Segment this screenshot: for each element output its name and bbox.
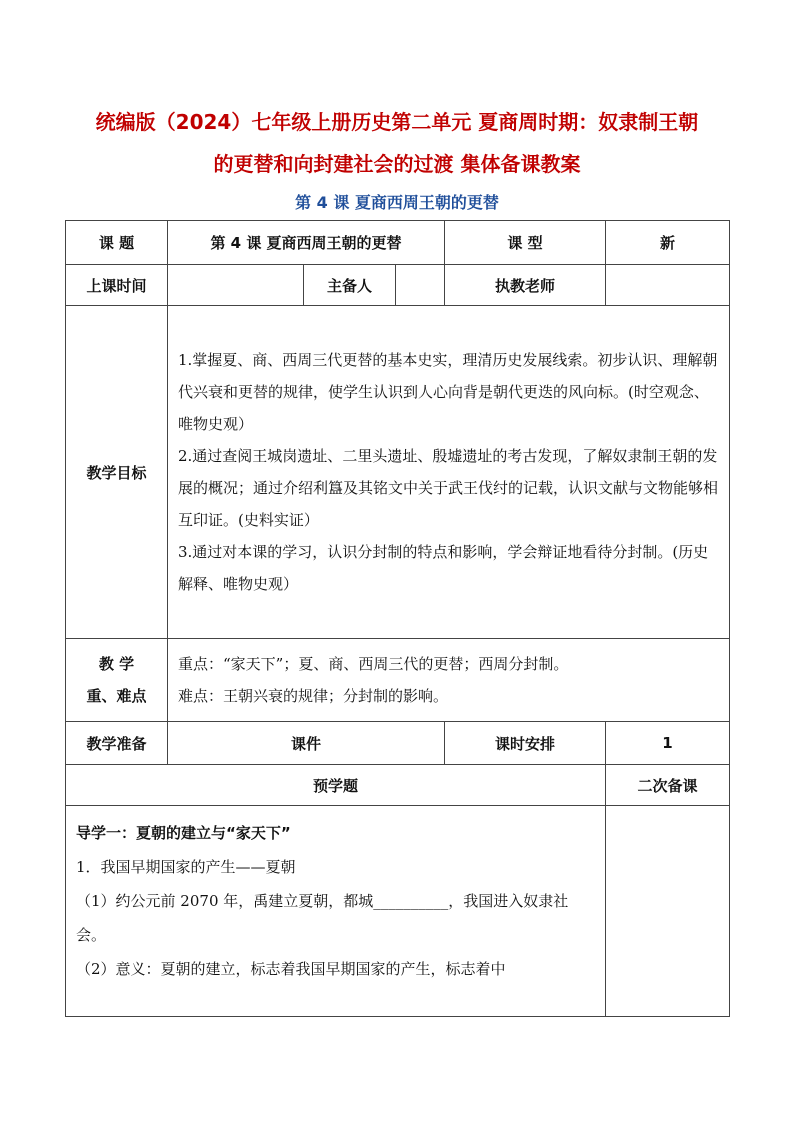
objectives-label: 教学目标 [66, 306, 168, 639]
lesson-plan-table [65, 220, 730, 1017]
key-points-content [168, 639, 730, 722]
objective-item: 2.通过查阅王城岗遗址、二里头遗址、殷墟遗址的考古发现，了解奴隶制王朝的发展的概况；通过介绍利簋及其铭文中关于武王伐纣的记载，认识文献与文物能够相互印证。(史料实证） [178, 447, 719, 529]
prestudy-header: 预学题 [66, 765, 606, 806]
row-key-points [66, 639, 730, 722]
key-point: 重点：“家天下”；夏、商、西周三代的更替；西周分封制。 [178, 655, 569, 673]
topic-value: 第 4 课 夏商西周王朝的更替 [168, 221, 445, 265]
key-points-label-line1: 教 学 [98, 655, 135, 673]
row-topic [66, 221, 730, 265]
document-title-line1: 统编版（2024）七年级上册历史第二单元 夏商周时期：奴隶制王朝 [95, 110, 699, 134]
teacher-label: 执教老师 [445, 265, 606, 306]
prestudy-content [66, 806, 606, 1017]
schedule-value: 1 [606, 722, 730, 765]
objectives-content [168, 306, 730, 639]
objective-item: 1.掌握夏、商、西周三代更替的基本史实，理清历史发展线索。初步认识、理解朝代兴衰和更替的规律，使学生认识到人心向背是朝代更迭的风向标。(时空观念、唯物史观） [178, 351, 718, 433]
prestudy-line: 1．我国早期国家的产生——夏朝 [76, 858, 296, 876]
type-label: 课 型 [445, 221, 606, 265]
difficult-point: 难点：王朝兴衰的规律；分封制的影响。 [178, 687, 449, 705]
prestudy-line: （1）约公元前 2070 年，禹建立夏朝，都城__________，我国进入奴隶社会。 [76, 892, 569, 944]
schedule-label: 课时安排 [445, 722, 606, 765]
row-objectives [66, 306, 730, 639]
type-value: 新 [606, 221, 730, 265]
row-time [66, 265, 730, 306]
prestudy-heading: 导学一：夏朝的建立与“家天下” [76, 824, 291, 842]
row-prestudy [66, 806, 730, 1017]
time-label: 上课时间 [66, 265, 168, 306]
objective-item: 3.通过对本课的学习，认识分封制的特点和影响，学会辩证地看待分封制。(历史解释、唯物史观） [178, 543, 709, 593]
preparer-value [396, 265, 445, 306]
teacher-value [606, 265, 730, 306]
prep-label: 教学准备 [66, 722, 168, 765]
row-prep [66, 722, 730, 765]
lesson-title: 第 4 课 夏商西周王朝的更替 [295, 193, 499, 212]
prestudy-line: （2）意义：夏朝的建立，标志着我国早期国家的产生，标志着中 [76, 960, 506, 978]
second-prep-header: 二次备课 [606, 765, 730, 806]
key-points-label [66, 639, 168, 722]
prep-value: 课件 [168, 722, 445, 765]
document-title-line2: 的更替和向封建社会的过渡 集体备课教案 [213, 152, 581, 176]
time-value [168, 265, 304, 306]
key-points-label-line2: 重、难点 [86, 687, 147, 705]
preparer-label: 主备人 [304, 265, 396, 306]
row-section-header [66, 765, 730, 806]
topic-label: 课 题 [66, 221, 168, 265]
second-prep-cell [606, 806, 730, 1017]
